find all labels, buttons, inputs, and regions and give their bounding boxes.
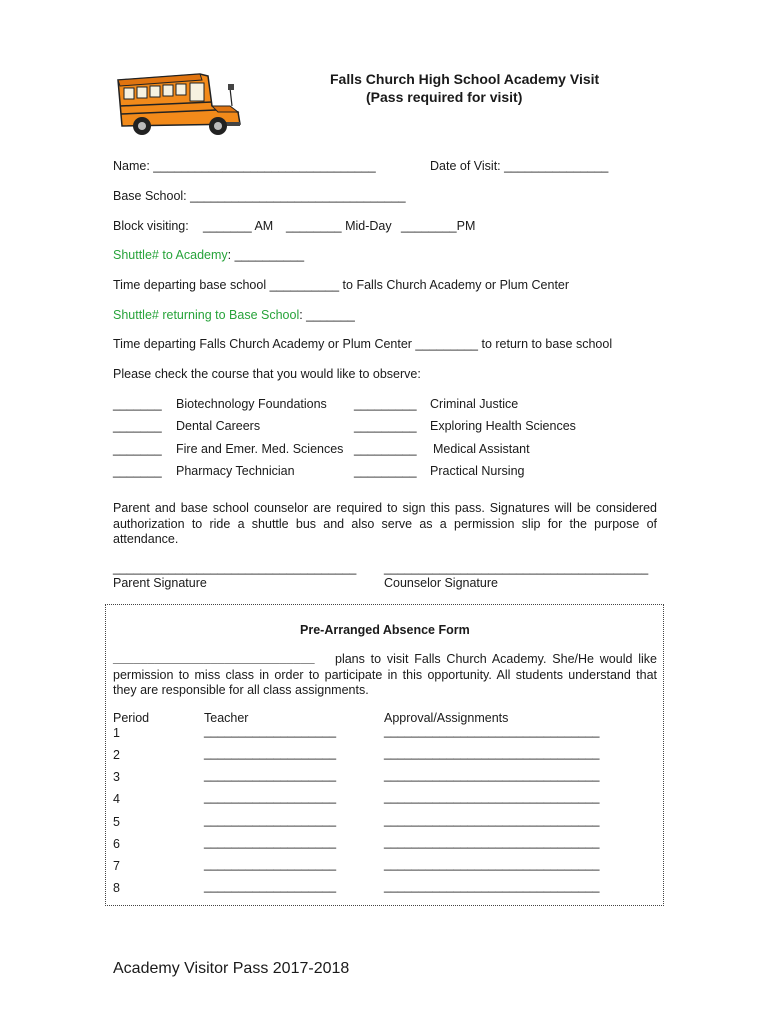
absence-form-title: Pre-Arranged Absence Form bbox=[300, 623, 470, 637]
period-header: Period bbox=[113, 711, 150, 725]
teacher-blank[interactable]: ___________________ bbox=[204, 813, 337, 827]
shuttle-return-label: Shuttle# returning to Base School bbox=[113, 308, 300, 322]
form-title: Falls Church High School Academy Visit bbox=[330, 71, 600, 87]
course-check-blank[interactable]: _______ bbox=[113, 397, 162, 411]
course-check-blank[interactable]: _______ bbox=[113, 464, 162, 478]
approval-blank[interactable]: _______________________________ bbox=[384, 746, 600, 760]
name-field[interactable]: Name: ________________________________ bbox=[113, 159, 376, 173]
shuttle-to-academy-field[interactable] bbox=[113, 248, 304, 262]
course-label: Criminal Justice bbox=[430, 397, 519, 411]
period-number: 2 bbox=[113, 748, 120, 762]
teacher-blank[interactable]: ___________________ bbox=[204, 790, 337, 804]
time-departing-base-field[interactable]: Time departing base school __________ to Falls Church Academy or Plum Center bbox=[113, 278, 570, 292]
time-return-field[interactable]: Time departing Falls Church Academy or Plum Center _________ to return to base school bbox=[113, 337, 613, 351]
course-label: Practical Nursing bbox=[430, 464, 525, 478]
period-number: 6 bbox=[113, 837, 120, 851]
shuttle-to-academy-label: Shuttle# to Academy bbox=[113, 248, 228, 262]
consent-paragraph: Parent and base school counselor are required to sign this pass. Signatures will be considered authorization to ride a shuttle bus and also serve as a permission slip for the purpose of attendance. bbox=[113, 501, 657, 546]
approval-blank[interactable]: _______________________________ bbox=[384, 835, 600, 849]
shuttle-return-blank: : _______ bbox=[299, 308, 355, 322]
approval-blank[interactable]: _______________________________ bbox=[384, 724, 600, 738]
teacher-blank[interactable]: ___________________ bbox=[204, 724, 337, 738]
period-number: 8 bbox=[113, 881, 120, 895]
course-label: Exploring Health Sciences bbox=[430, 419, 576, 433]
period-number: 5 bbox=[113, 815, 120, 829]
approval-blank[interactable]: _______________________________ bbox=[384, 768, 600, 782]
parent-signature-label: Parent Signature bbox=[113, 576, 207, 590]
approval-blank[interactable]: _______________________________ bbox=[384, 857, 600, 871]
course-label: Fire and Emer. Med. Sciences bbox=[176, 442, 344, 456]
course-prompt: Please check the course that you would like to observe: bbox=[113, 367, 421, 381]
counselor-signature-label: Counselor Signature bbox=[384, 576, 498, 590]
teacher-header: Teacher bbox=[204, 711, 249, 725]
period-number: 4 bbox=[113, 792, 120, 806]
shuttle-to-academy-blank: : __________ bbox=[227, 248, 305, 262]
teacher-blank[interactable]: ___________________ bbox=[204, 746, 337, 760]
course-check-blank[interactable]: _________ bbox=[354, 397, 417, 411]
course-label: Medical Assistant bbox=[433, 442, 530, 456]
course-label: Dental Careers bbox=[176, 419, 261, 433]
approval-blank[interactable]: _______________________________ bbox=[384, 813, 600, 827]
approval-blank[interactable]: _______________________________ bbox=[384, 879, 600, 893]
parent-signature-line[interactable]: ___________________________________ bbox=[113, 561, 357, 575]
approval-blank[interactable]: _______________________________ bbox=[384, 790, 600, 804]
period-number: 7 bbox=[113, 859, 120, 873]
block-pm-field[interactable]: ________PM bbox=[401, 219, 476, 233]
teacher-blank[interactable]: ___________________ bbox=[204, 835, 337, 849]
course-label: Pharmacy Technician bbox=[176, 464, 295, 478]
course-label: Biotechnology Foundations bbox=[176, 397, 327, 411]
block-am-field[interactable]: _______ AM bbox=[203, 219, 274, 233]
period-number: 1 bbox=[113, 726, 120, 740]
date-of-visit-field[interactable]: Date of Visit: _______________ bbox=[430, 159, 609, 173]
teacher-blank[interactable]: ___________________ bbox=[204, 768, 337, 782]
counselor-signature-line[interactable]: ______________________________________ bbox=[384, 561, 649, 575]
absence-intro: plans to visit Falls Church Academy. She/He would like permission to miss class in order to participate in this opportunity. All students understand that they are responsible for all class assignments. bbox=[113, 652, 657, 697]
base-school-field[interactable]: Base School: _______________________________ bbox=[113, 189, 406, 203]
shuttle-return-field[interactable] bbox=[113, 308, 355, 322]
school-bus-icon bbox=[112, 66, 242, 138]
course-check-blank[interactable]: _________ bbox=[354, 442, 417, 456]
course-check-blank[interactable]: _________ bbox=[354, 464, 417, 478]
student-name-blank[interactable]: _____________________________ bbox=[113, 651, 315, 665]
teacher-blank[interactable]: ___________________ bbox=[204, 857, 337, 871]
footer-text: Academy Visitor Pass 2017-2018 bbox=[113, 960, 350, 977]
block-midday-field[interactable]: ________ Mid-Day bbox=[286, 219, 392, 233]
form-subtitle: (Pass required for visit) bbox=[366, 89, 523, 105]
approval-header: Approval/Assignments bbox=[384, 711, 509, 725]
course-check-blank[interactable]: _______ bbox=[113, 419, 162, 433]
block-visiting-label: Block visiting: bbox=[113, 219, 189, 233]
course-check-blank[interactable]: _______ bbox=[113, 442, 162, 456]
course-check-blank[interactable]: _________ bbox=[354, 419, 417, 433]
period-number: 3 bbox=[113, 770, 120, 784]
teacher-blank[interactable]: ___________________ bbox=[204, 879, 337, 893]
